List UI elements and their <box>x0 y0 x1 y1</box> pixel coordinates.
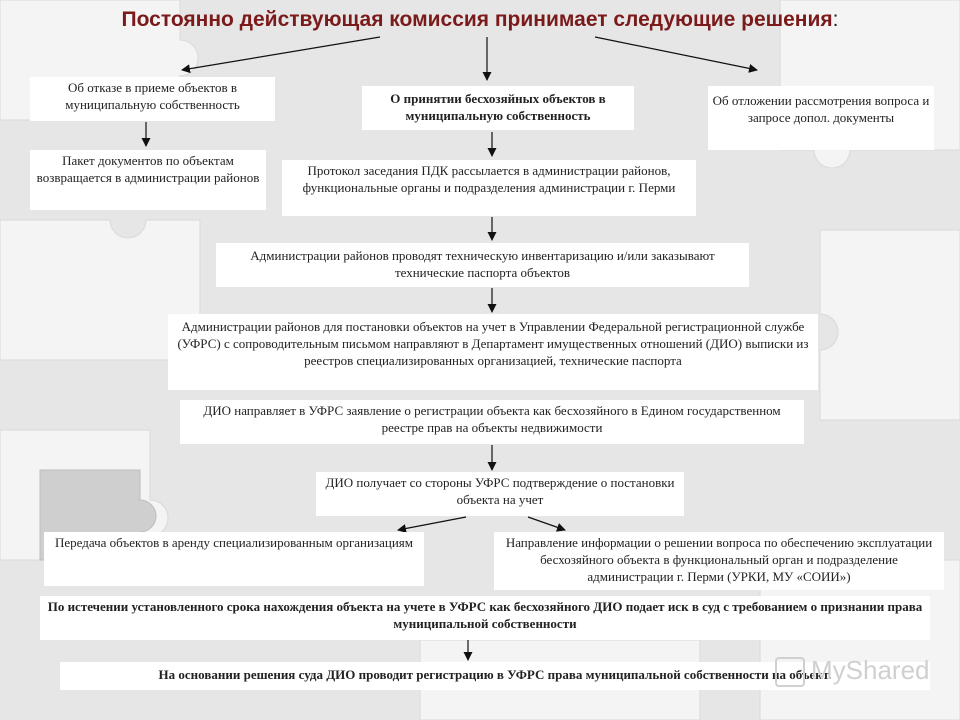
dio-confirmation-box: ДИО получает со стороны УФРС подтверждение о постановки объекта на учет <box>316 472 684 516</box>
package-returned-box: Пакет документов по объектам возвращается в администрации районов <box>30 150 266 210</box>
refusal-box: Об отказе в приеме объектов в муниципальную собственность <box>30 77 275 121</box>
protocol-box: Протокол заседания ПДК рассылается в администрации районов, функциональные органы и подразделения администрации г. Перми <box>282 160 696 216</box>
registration-request-box: Администрации районов для постановки объектов на учет в Управлении Федеральной регистрационной службе (УФРС) с сопроводительным письмом направляют в Департамент имущественных отношений (ДИО) выписки из реестров специализированных организацией, технические паспорта <box>168 314 818 390</box>
watermark-logo: MyShared <box>775 655 930 687</box>
court-registration-box: На основании решения суда ДИО проводит регистрацию в УФРС права муниципальной собственности на объект. <box>60 662 930 690</box>
acceptance-box: О принятии бесхозяйных объектов в муниципальную собственность <box>362 86 634 130</box>
watermark-icon <box>775 657 805 687</box>
lawsuit-box: По истечении установленного срока нахождения объекта на учете в УФРС как бесхозяйного ДИО подает иск в суд с требованием о признании права муниципальной собственности <box>40 596 930 640</box>
postpone-box: Об отложении рассмотрения вопроса и запросе допол. документы <box>708 86 934 150</box>
direction-info-box: Направление информации о решении вопроса по обеспечению эксплуатации бесхозяйного объекта в функциональный орган и подразделение администрации г. Перми (УРКИ, МУ «СОИИ») <box>494 532 944 590</box>
inventory-box: Администрации районов проводят техническую инвентаризацию и/или заказывают технические паспорта объектов <box>216 243 749 287</box>
dio-application-box: ДИО направляет в УФРС заявление о регистрации объекта как бесхозяйного в Едином государственном реестре прав на объекты недвижимости <box>180 400 804 444</box>
page-title: Постоянно действующая комиссия принимает следующие решения: <box>121 8 839 31</box>
lease-box: Передача объектов в аренду специализированным организациям <box>44 532 424 586</box>
